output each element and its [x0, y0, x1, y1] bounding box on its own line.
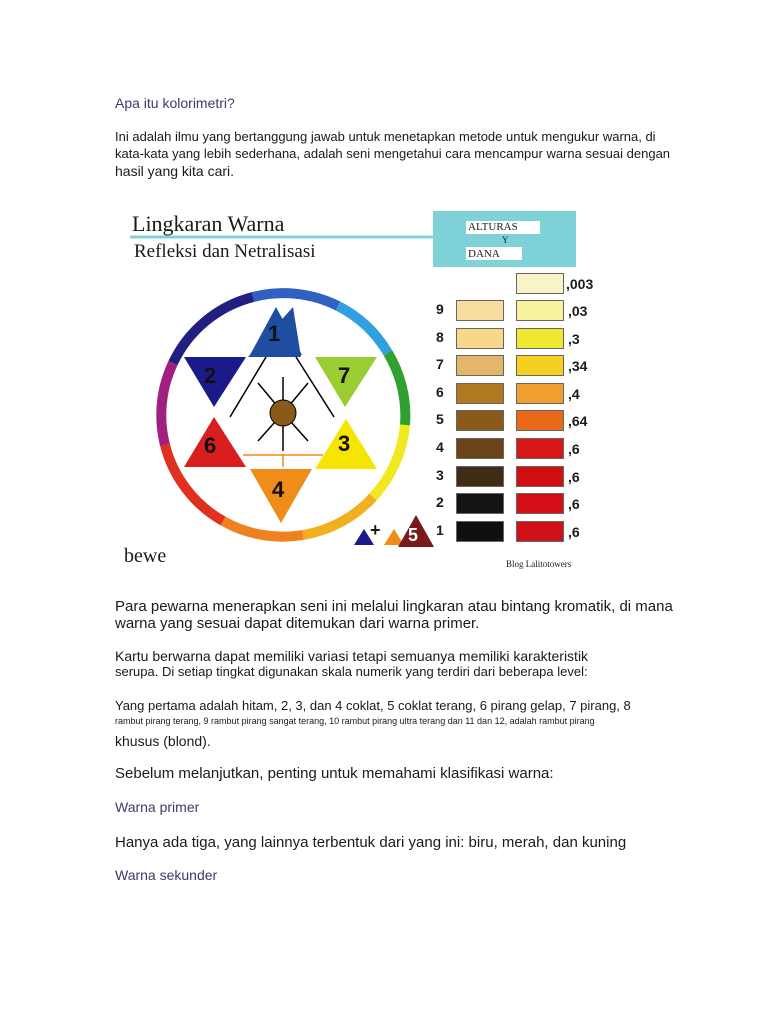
level-value: ,6 — [568, 468, 580, 485]
level-swatch-natural — [456, 493, 504, 514]
level-value: ,6 — [568, 523, 580, 540]
intro-line-2: kata-kata yang lebih sederhana, adalah seni mengetahui cara mencampur warna sesuai dengan — [115, 146, 671, 161]
top-value: ,003 — [566, 276, 594, 292]
star-number-1: 1 — [268, 321, 281, 346]
level-number: 5 — [436, 411, 444, 428]
paragraph-1-line-1: Para pewarna menerapkan seni ini melalui lingkaran atau bintang kromatik, di mana — [115, 598, 673, 615]
level-value: ,64 — [568, 413, 588, 430]
credit-text: Blog Lalitotowers — [506, 559, 572, 569]
level-swatch-natural — [456, 300, 504, 321]
heading-primary: Warna primer — [115, 799, 200, 815]
level-swatch-natural — [456, 355, 504, 376]
level-number: 8 — [436, 328, 444, 345]
figure-title: Lingkaran Warna — [132, 211, 285, 236]
watermark-text: bewe — [124, 545, 167, 567]
level-swatch-natural — [456, 466, 504, 487]
level-swatch-reflection — [516, 466, 564, 487]
level-number: 9 — [436, 301, 444, 317]
level-value: ,6 — [568, 441, 580, 457]
level-value: ,3 — [568, 330, 580, 347]
star-number-7: 7 — [338, 363, 351, 388]
center-brown-circle — [270, 400, 296, 426]
level-number: 7 — [436, 356, 444, 373]
level-swatch-natural — [456, 328, 504, 349]
paragraph-2-line-1: Kartu berwarna dapat memiliki variasi tetapi semuanya memiliki karakteristik — [115, 648, 589, 664]
intro-line-3: hasil yang kita cari. — [115, 163, 235, 179]
paragraph-4: Sebelum melanjutkan, penting untuk memahami klasifikasi warna: — [115, 765, 554, 782]
y-label: Y — [502, 235, 509, 245]
level-value: ,03 — [568, 303, 588, 319]
level-swatch-reflection — [516, 493, 564, 514]
level-swatch-natural — [456, 438, 504, 459]
level-number: 6 — [436, 383, 444, 400]
paragraph-5: Hanya ada tiga, yang lainnya terbentuk dari yang ini: biru, merah, dan kuning — [115, 834, 627, 851]
level-swatch-reflection — [516, 521, 564, 542]
intro-line-1: Ini adalah ilmu yang bertanggung jawab untuk menetapkan metode untuk mengukur warna, di — [115, 129, 656, 144]
level-value: ,6 — [568, 496, 580, 513]
paragraph-3-line-3: khusus (blond). — [115, 733, 211, 749]
level-number: 2 — [436, 494, 444, 511]
paragraph-3-line-1: Yang pertama adalah hitam, 2, 3, dan 4 coklat, 5 coklat terang, 6 pirang gelap, 7 pirang, 8 — [115, 698, 631, 713]
star-number-5: 5 — [408, 525, 419, 545]
star-number-3: 3 — [338, 431, 351, 456]
page-title: Apa itu kolorimetri? — [115, 95, 235, 111]
level-swatch-natural — [456, 521, 504, 542]
color-wheel-figure — [118, 205, 614, 577]
level-number: 3 — [436, 466, 444, 483]
star-number-2: 2 — [204, 363, 217, 388]
level-swatch-natural — [456, 410, 504, 431]
alturas-label: ALTURAS — [468, 221, 518, 233]
level-number: 4 — [436, 439, 444, 455]
level-swatch-reflection — [516, 438, 564, 459]
figure-subtitle: Refleksi dan Netralisasi — [134, 241, 316, 262]
level-swatch-natural — [456, 383, 504, 404]
level-swatch-reflection — [516, 328, 564, 349]
level-swatch-reflection — [516, 355, 564, 376]
plus-sign: + — [370, 520, 381, 540]
star-number-4: 4 — [272, 477, 285, 502]
paragraph-3-line-2: rambut pirang terang, 9 rambut pirang sangat terang, 10 rambut pirang ultra terang dan 11 dan 12, adalah rambut pirang — [115, 716, 595, 726]
dana-label: DANA — [468, 248, 500, 260]
level-swatch-reflection — [516, 300, 564, 321]
paragraph-2-line-2: serupa. Di setiap tingkat digunakan skala numerik yang terdiri dari beberapa level: — [115, 664, 588, 679]
top-swatch — [516, 273, 564, 294]
heading-secondary: Warna sekunder — [115, 867, 218, 883]
level-value: ,4 — [568, 385, 580, 402]
level-swatch-reflection — [516, 383, 564, 404]
paragraph-1-line-2: warna yang sesuai dapat ditemukan dari warna primer. — [115, 615, 480, 632]
level-number: 1 — [436, 521, 444, 538]
level-value: ,34 — [568, 358, 588, 375]
star-number-6: 6 — [204, 433, 217, 458]
level-swatch-reflection — [516, 410, 564, 431]
